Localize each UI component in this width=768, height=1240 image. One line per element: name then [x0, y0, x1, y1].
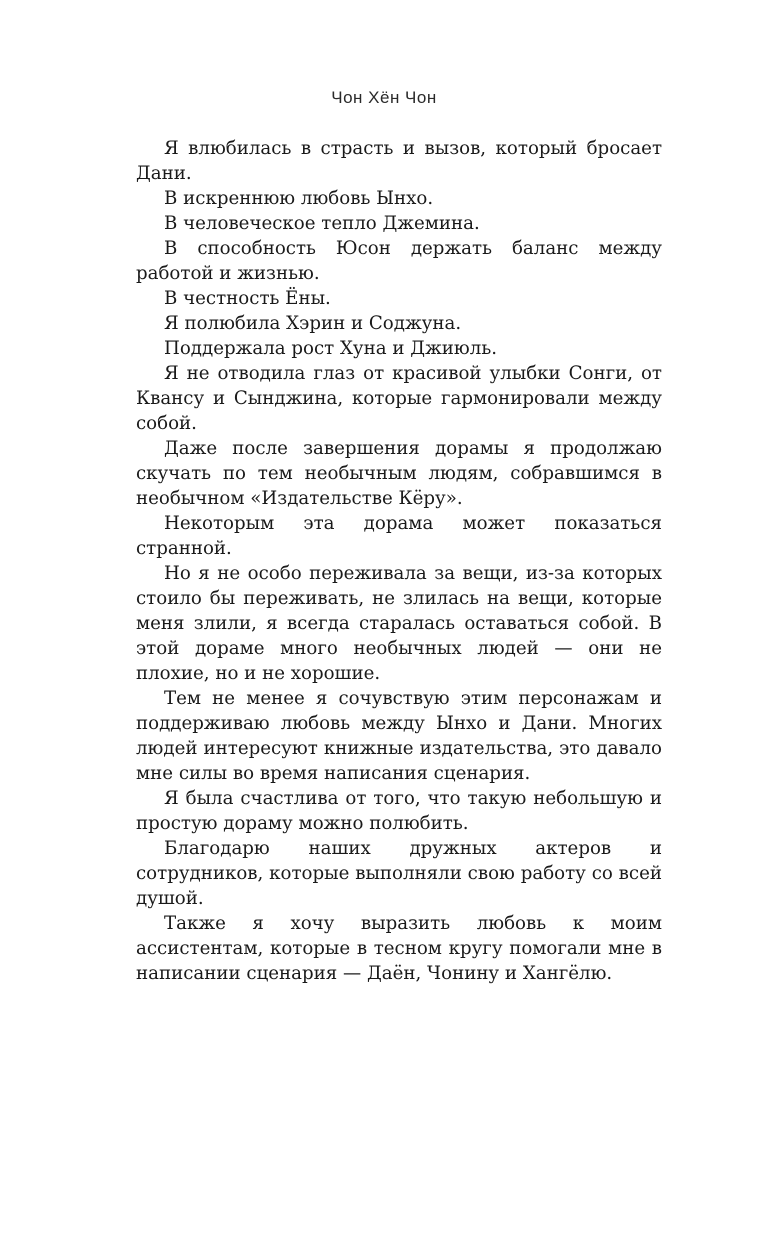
paragraph: В честность Ёны.: [164, 288, 331, 309]
body-text: [136, 136, 662, 986]
paragraph: Я полюбила Хэрин и Соджуна.: [164, 313, 462, 334]
running-head: Чон Хён Чон: [331, 88, 437, 107]
paragraph: Некоторым эта дорама может показаться странной.: [136, 513, 662, 559]
paragraph: Благодарю наших дружных актеров и сотрудников, которые выполняли свою работу со всей душой.: [136, 838, 662, 909]
paragraph: Я влюбилась в страсть и вызов, который бросает Дани.: [136, 138, 662, 184]
paragraph: Поддержала рост Хуна и Джиюль.: [164, 338, 497, 359]
paragraph: В искреннюю любовь Ынхо.: [164, 188, 434, 209]
paragraph: Я была счастлива от того, что такую небольшую и простую дораму можно полюбить.: [136, 788, 662, 834]
paragraph: Также я хочу выразить любовь к моим ассистентам, которые в тесном кругу помогали мне в написании сценария — Даён, Чонину и Хангёлю.: [136, 913, 662, 984]
paragraph: Даже после завершения дорамы я продолжаю скучать по тем необычным людям, собравшимся в необычном «Издательстве Кёру».: [136, 438, 662, 509]
paragraph: В человеческое тепло Джемина.: [164, 213, 480, 234]
paragraph: В способность Юсон держать баланс между работой и жизнью.: [136, 238, 662, 284]
paragraph: Тем не менее я сочувствую этим персонажам и поддерживаю любовь между Ынхо и Дани. Многих людей интересуют книжные издательства, это давало мне силы во время написания сценария.: [136, 688, 662, 784]
paragraph: Но я не особо переживала за вещи, из-за которых стоило бы переживать, не злилась на вещи, которые меня злили, я всегда старалась оставаться собой. В этой дораме много необычных людей — они не плохие, но и не хорошие.: [136, 563, 662, 684]
paragraph: Я не отводила глаз от красивой улыбки Сонги, от Квансу и Сынджина, которые гармонировали между собой.: [136, 363, 662, 434]
